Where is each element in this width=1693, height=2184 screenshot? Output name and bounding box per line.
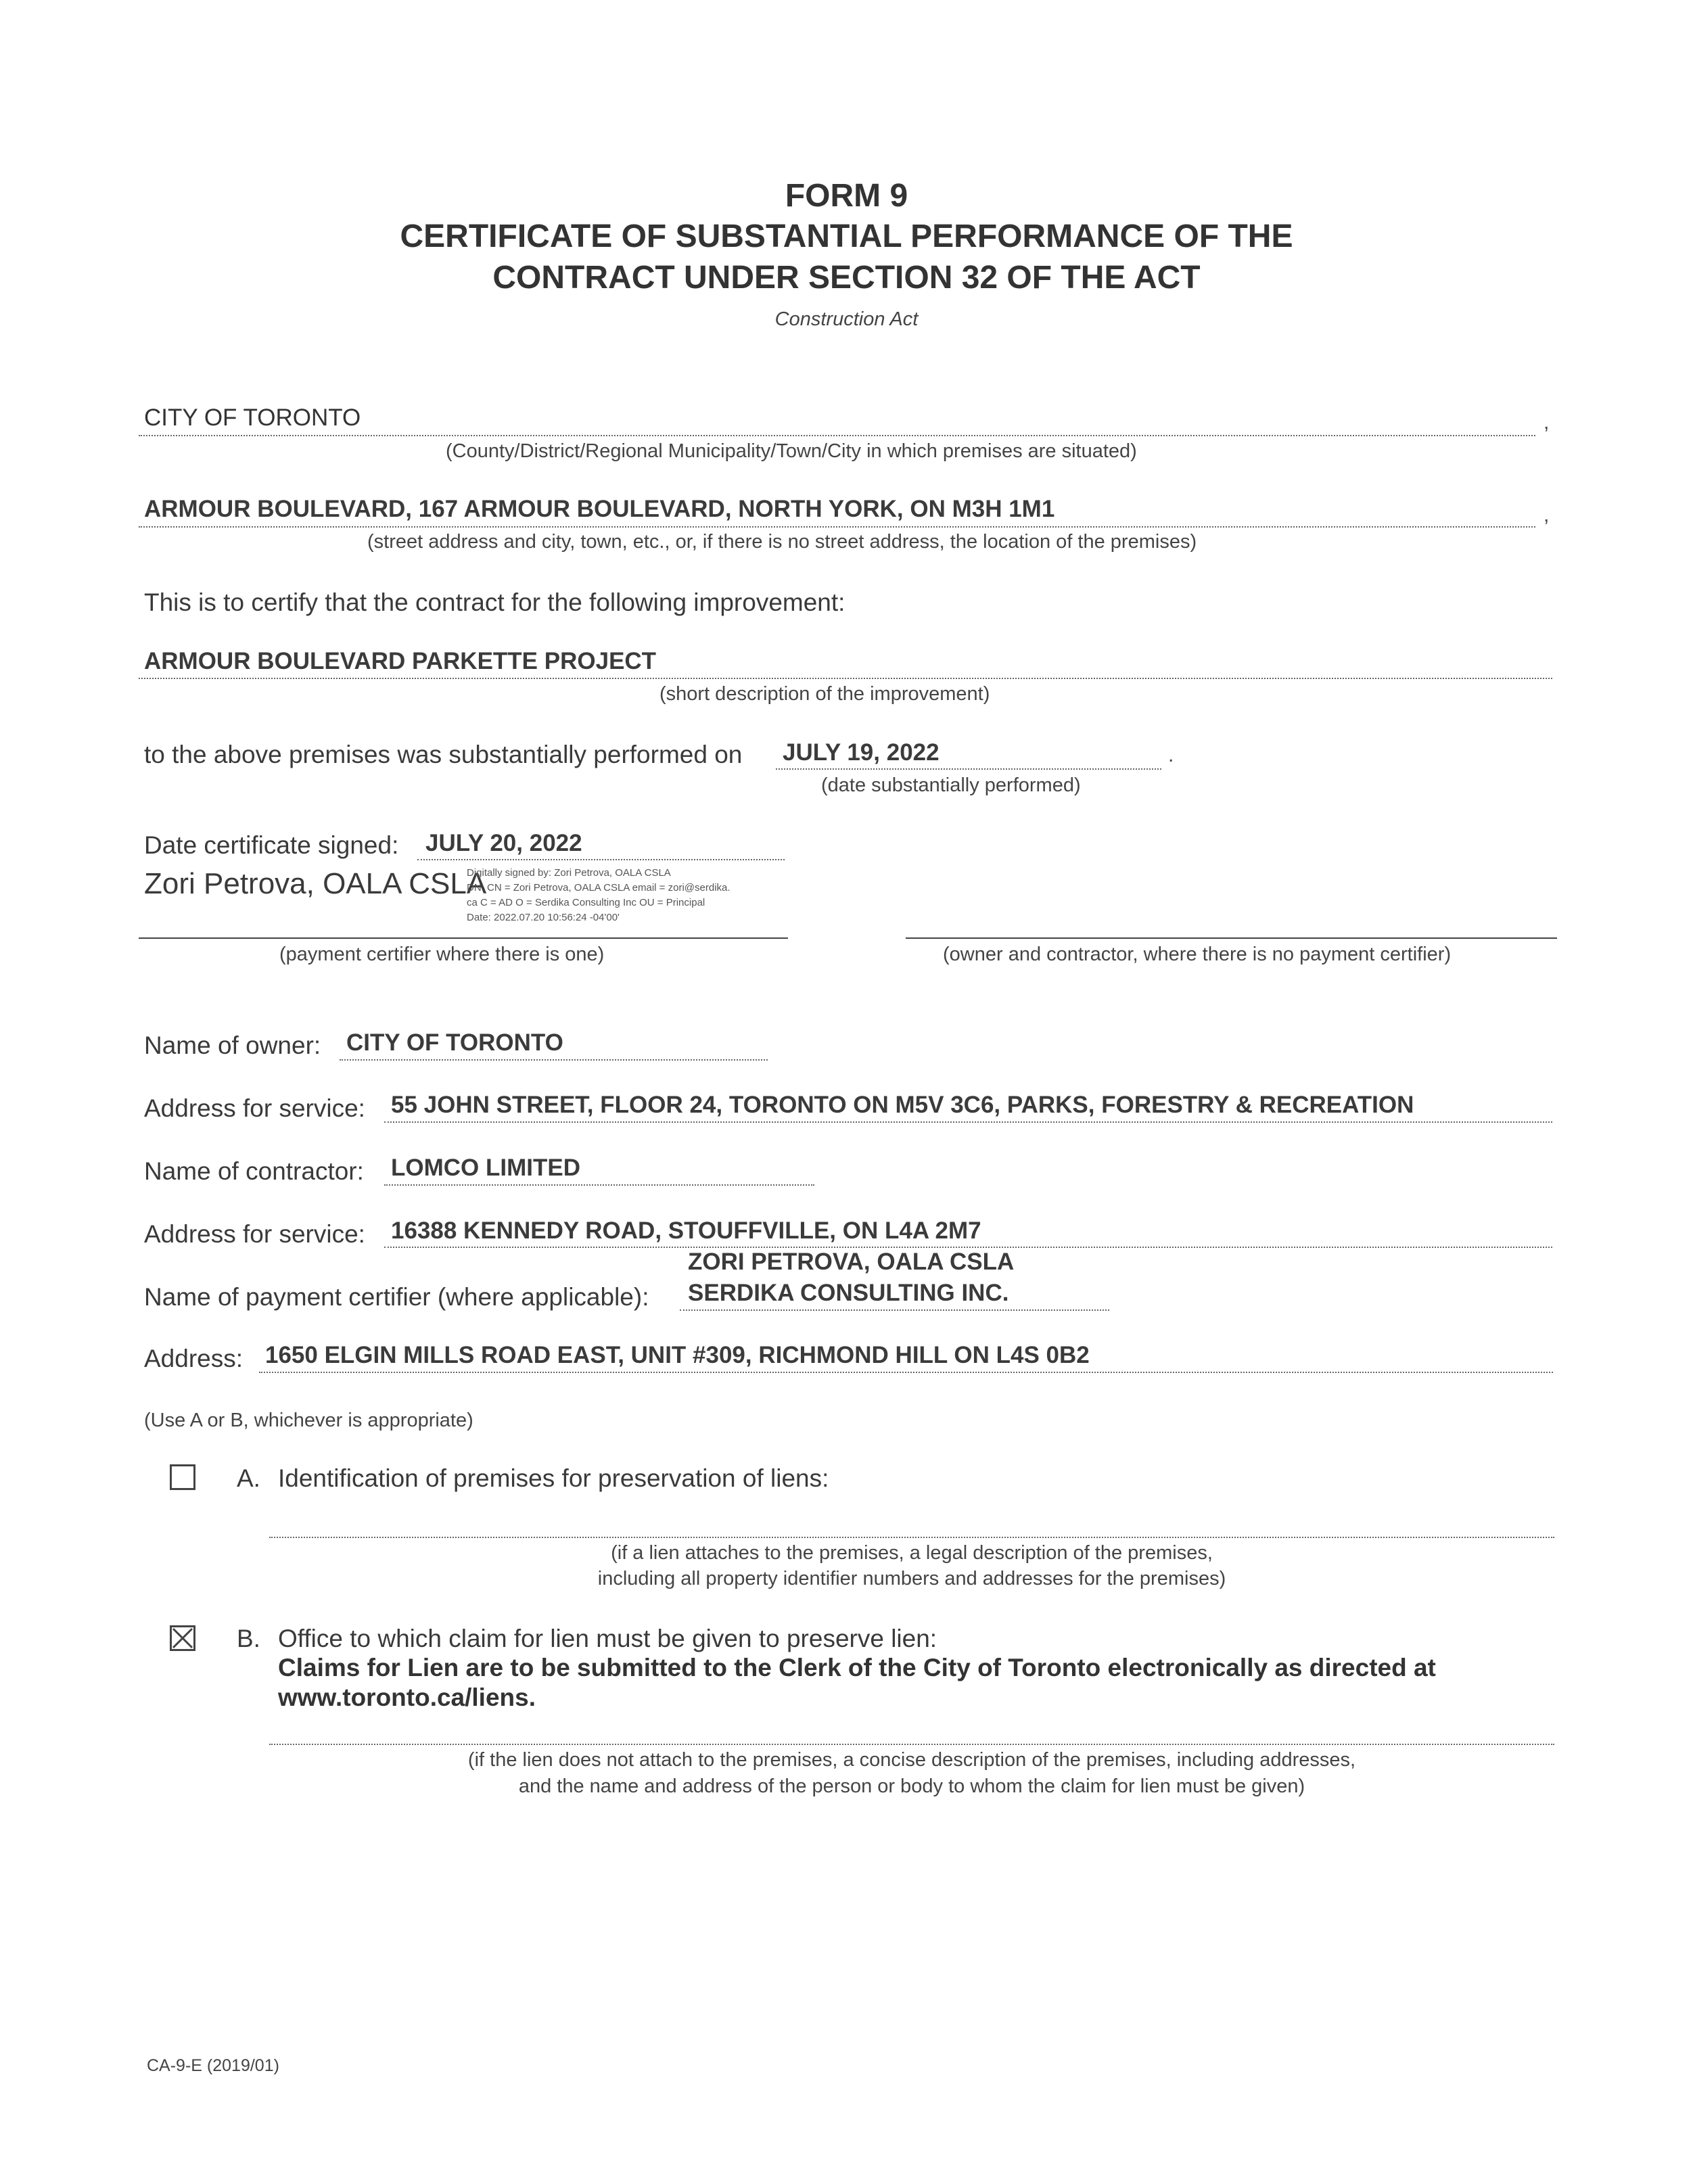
municipality-line — [139, 435, 1535, 436]
form-code: CA-9-E (2019/01) — [147, 2056, 279, 2075]
form-title-line2: CONTRACT UNDER SECTION 32 OF THE ACT — [492, 260, 1201, 296]
payment-certifier-value-line2: SERDIKA CONSULTING INC. — [688, 1280, 1009, 1306]
contractor-value: LOMCO LIMITED — [391, 1155, 580, 1181]
act-name: Construction Act — [774, 308, 919, 330]
payment-certifier-label: Name of payment certifier (where applicable): — [144, 1283, 649, 1311]
option-b-caption-line2: and the name and address of the person or body to whom the claim for lien must be given) — [518, 1775, 1305, 1797]
checkbox-x-icon — [172, 1627, 193, 1649]
contractor-address-value: 16388 KENNEDY ROAD, STOUFFVILLE, ON L4A 2M7 — [391, 1217, 981, 1244]
contractor-label: Name of contractor: — [144, 1157, 364, 1185]
performance-caption: (date substantially performed) — [821, 774, 1081, 796]
payment-certifier-line — [680, 1309, 1109, 1311]
option-b-bold-line2[interactable]: www.toronto.ca/liens. — [278, 1683, 536, 1711]
owner-label: Name of owner: — [144, 1031, 321, 1059]
signed-date: JULY 20, 2022 — [425, 830, 582, 856]
improvement-line — [139, 678, 1552, 679]
performance-label: to the above premises was substantially performed on — [144, 741, 743, 768]
owner-line — [340, 1059, 768, 1061]
owner-value: CITY OF TORONTO — [346, 1029, 563, 1056]
premises-value: ARMOUR BOULEVARD, 167 ARMOUR BOULEVARD, NORTH YORK, ON M3H 1M1 — [144, 496, 1055, 522]
owner-address-label: Address for service: — [144, 1094, 365, 1122]
payment-certifier-signature-line — [139, 937, 788, 939]
signature-details — [467, 866, 730, 925]
option-b-text: Office to which claim for lien must be given to preserve lien: — [278, 1625, 937, 1652]
signature-detail-line: Date: 2022.07.20 10:56:24 -04'00' — [467, 912, 620, 923]
option-a-checkbox[interactable] — [170, 1464, 195, 1490]
use-note: (Use A or B, whichever is appropriate) — [144, 1410, 473, 1431]
owner-address-line — [384, 1121, 1552, 1123]
certifier-address-value: 1650 ELGIN MILLS ROAD EAST, UNIT #309, RICHMOND HILL ON L4S 0B2 — [265, 1342, 1090, 1368]
municipality-caption: (County/District/Regional Municipality/Town/City in which premises are situated) — [446, 440, 1137, 462]
option-a-caption-line2: including all property identifier numbers and addresses for the premises) — [597, 1568, 1226, 1589]
certify-text: This is to certify that the contract for the following improvement: — [144, 588, 845, 616]
option-a-line — [269, 1537, 1554, 1538]
payment-certifier-caption: (payment certifier where there is one) — [279, 944, 605, 965]
certifier-address-label: Address: — [144, 1345, 243, 1372]
owner-contractor-signature-line — [906, 937, 1557, 939]
contractor-address-line — [384, 1247, 1552, 1248]
premises-comma: , — [1544, 504, 1550, 526]
performance-line — [776, 768, 1161, 770]
option-b-line — [269, 1744, 1554, 1745]
performance-date: JULY 19, 2022 — [783, 739, 940, 766]
option-b-caption-line1: (if the lien does not attach to the premises, a concise description of the premises, including addresses, — [467, 1749, 1356, 1771]
signed-line — [417, 859, 785, 860]
option-a-caption-line1: (if a lien attaches to the premises, a legal description of the premises, — [611, 1542, 1213, 1564]
contractor-address-label: Address for service: — [144, 1220, 365, 1248]
contractor-line — [384, 1184, 814, 1186]
signature-detail-line: ca C = AD O = Serdika Consulting Inc OU = Principal — [467, 897, 705, 908]
signature-detail-line: DN: CN = Zori Petrova, OALA CSLA email = zori@serdika. — [467, 882, 730, 893]
performance-period: . — [1168, 744, 1174, 766]
signature-name: Zori Petrova, OALA CSLA — [144, 867, 487, 900]
municipality-comma: , — [1544, 411, 1550, 434]
certifier-address-line — [259, 1372, 1553, 1373]
option-a-text: Identification of premises for preservation of liens: — [278, 1464, 829, 1492]
premises-caption: (street address and city, town, etc., or, if there is no street address, the location of the premises) — [367, 531, 1197, 553]
payment-certifier-value-line1: ZORI PETROVA, OALA CSLA — [688, 1249, 1015, 1275]
signed-label: Date certificate signed: — [144, 831, 399, 859]
form-title-line1: CERTIFICATE OF SUBSTANTIAL PERFORMANCE OF THE — [400, 218, 1293, 254]
option-a-letter: A. — [237, 1464, 260, 1492]
owner-address-value: 55 JOHN STREET, FLOOR 24, TORONTO ON M5V 3C6, PARKS, FORESTRY & RECREATION — [391, 1092, 1414, 1118]
signature-detail-line: Digitally signed by: Zori Petrova, OALA CSLA — [467, 867, 671, 879]
improvement-value: ARMOUR BOULEVARD PARKETTE PROJECT — [144, 648, 657, 674]
improvement-caption: (short description of the improvement) — [659, 683, 990, 705]
owner-contractor-caption: (owner and contractor, where there is no payment certifier) — [943, 944, 1452, 965]
option-b-checkbox[interactable] — [170, 1625, 195, 1651]
option-b-letter: B. — [237, 1625, 260, 1652]
form-number: FORM 9 — [785, 178, 908, 214]
municipality-value: CITY OF TORONTO — [144, 404, 361, 431]
premises-line — [139, 526, 1535, 528]
option-b-bold-line1: Claims for Lien are to be submitted to the Clerk of the City of Toronto electronically as directed at — [278, 1654, 1436, 1681]
